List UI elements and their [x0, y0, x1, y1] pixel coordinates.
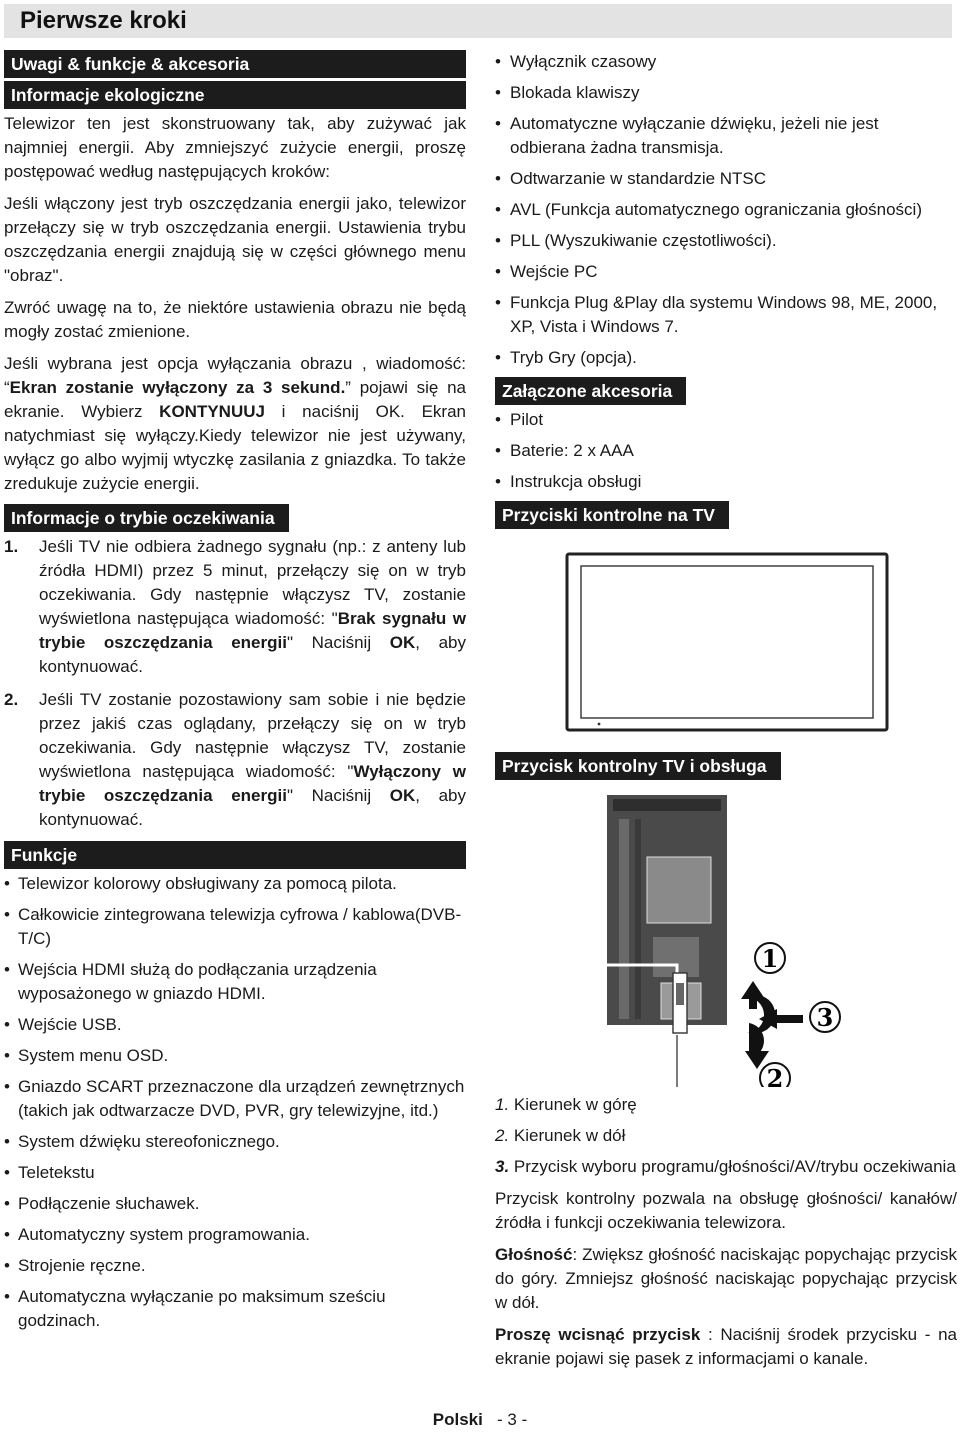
list-item: • Funkcja Plug &Play dla systemu Windows 98, ME, 2000, XP, Vista i Windows 7. [495, 291, 957, 339]
list-item: • Wyłącznik czasowy [495, 50, 957, 74]
press-description: Proszę wcisnąć przycisk : Naciśnij środek przycisku - na ekranie pojawi się pasek z informacjami o kanale. [495, 1325, 957, 1368]
section-heading-tv-buttons: Przyciski kontrolne na TV [495, 501, 729, 529]
list-item: • Gniazdo SCART przeznaczone dla urządzeń zewnętrznych (takich jak odtwarzacze DVD, PVR, gry telewizyjne, itd.) [4, 1075, 466, 1123]
section-heading-accessories: Załączone akcesoria [495, 377, 686, 405]
eco-paragraph-1: Telewizor ten jest skonstruowany tak, aby zużywać jak najmniej energii. Aby zmniejszyć zużycie energii, proszę postępować według następujących kroków: [4, 114, 466, 181]
callout-1: 1 [761, 944, 779, 973]
list-item: • Automatyczna wyłączanie po maksimum sześciu godzinach. [4, 1285, 466, 1333]
list-item: • System menu OSD. [4, 1044, 466, 1068]
legend-item-1: 1. Kierunek w górę [495, 1095, 637, 1114]
section-heading-eco: Informacje ekologiczne [4, 81, 466, 109]
list-item: • PLL (Wyszukiwanie częstotliwości). [495, 229, 957, 253]
list-item: • Baterie: 2 x AAA [495, 439, 957, 463]
legend-item-2: 2. Kierunek w dół [495, 1126, 626, 1145]
list-item: • Blokada klawiszy [495, 81, 957, 105]
control-description: Przycisk kontrolny pozwala na obsługę głośności/ kanałów/ źródła i funkcji oczekiwania telewizora. [495, 1189, 957, 1232]
page-footer [0, 1409, 960, 1431]
list-item: • Automatyczne wyłączanie dźwięku, jeżeli nie jest odbierana żadna transmisja. [495, 112, 957, 160]
eco-paragraph-4: Jeśli wybrana jest opcja wyłączania obrazu , wiadomość: “Ekran zostanie wyłączony za 3 sekund.” pojawi się na ekranie. Wybierz KONTYNUUJ i naciśnij OK. Ekran natychmiast się wyłączy.Kiedy telewizor nie jest używany, wyłącz go albo wyjmij wtyczkę zasilania z gniazdka. To także zredukuje zużycie energii. [4, 354, 467, 493]
list-item: • Odtwarzanie w standardzie NTSC [495, 167, 957, 191]
list-item: • Wejście PC [495, 260, 957, 284]
list-item: • Strojenie ręczne. [4, 1254, 466, 1278]
list-item: • Pilot [495, 408, 957, 432]
list-item: • AVL (Funkcja automatycznego ograniczania głośności) [495, 198, 957, 222]
list-item: • Tryb Gry (opcja). [495, 346, 957, 370]
section-heading-features: Funkcje [4, 841, 466, 869]
page-title: Pierwsze kroki [4, 4, 952, 38]
page-number: - 3 - [497, 1410, 528, 1429]
list-item: • System dźwięku stereofonicznego. [4, 1130, 466, 1154]
eco-paragraph-3: Zwróć uwagę na to, że niektóre ustawienia obrazu nie będą mogły zostać zmienione. [4, 298, 466, 341]
left-column [4, 50, 466, 1340]
accessories-list [495, 408, 957, 494]
footer-language: Polski [432, 1410, 483, 1429]
section-heading-notes: Uwagi & funkcje & akcesoria [4, 50, 466, 78]
volume-description: Głośność: Zwiększ głośność naciskając popychając przycisk do góry. Zmniejsz głośność naciskając popychając przycisk w dół. [495, 1245, 957, 1312]
section-heading-standby: Informacje o trybie oczekiwania [4, 504, 289, 532]
list-item: • Całkowicie zintegrowana telewizja cyfrowa / kablowa(DVB-T/C) [4, 903, 466, 951]
callout-2: 2 [766, 1064, 784, 1087]
features-list-left [4, 872, 466, 1333]
section-heading-control-button: Przycisk kontrolny TV i obsługa [495, 752, 781, 780]
right-column [495, 50, 957, 1379]
control-button-illustration [495, 787, 957, 1087]
callout-3: 3 [816, 1003, 834, 1032]
tv-front-illustration [495, 538, 957, 738]
legend-item-3: 3. Przycisk wyboru programu/głośności/AV/trybu oczekiwania [495, 1157, 956, 1176]
standby-item-1: 1. Jeśli TV nie odbiera żadnego sygnału (np.: z anteny lub źródła HDMI) przez 5 minut, przełączy się on w tryb oczekiwania. Gdy następnie włączysz TV, zostanie wyświetlona następująca wiadomość: "Brak sygnału w trybie oszczędzania energii" Naciśnij OK, aby kontynuować. [4, 537, 467, 676]
list-item: • Teletekstu [4, 1161, 466, 1185]
standby-item-2: 2. Jeśli TV zostanie pozostawiony sam sobie i nie będzie przez jakiś czas oglądany, przełączy się on w tryb oczekiwania. Gdy następnie włączysz TV, zostanie wyświetlona następująca wiadomość: "Wyłączony w trybie oszczędzania energii" Naciśnij OK, aby kontynuować. [4, 690, 467, 829]
list-item: • Automatyczny system programowania. [4, 1223, 466, 1247]
eco-paragraph-2: Jeśli włączony jest tryb oszczędzania energii jako, telewizor przełączy się w tryb oszczędzania energii. Ustawienia trybu oszczędzania energii znajdują się w części głównego menu "obraz". [4, 194, 466, 285]
list-item: • Wejścia HDMI służą do podłączania urządzenia wyposażonego w gniazdo HDMI. [4, 958, 466, 1006]
list-item: • Podłączenie słuchawek. [4, 1192, 466, 1216]
list-item: • Instrukcja obsługi [495, 470, 957, 494]
features-list-right [495, 50, 957, 370]
list-item: • Wejście USB. [4, 1013, 466, 1037]
list-item: • Telewizor kolorowy obsługiwany za pomocą pilota. [4, 872, 466, 896]
